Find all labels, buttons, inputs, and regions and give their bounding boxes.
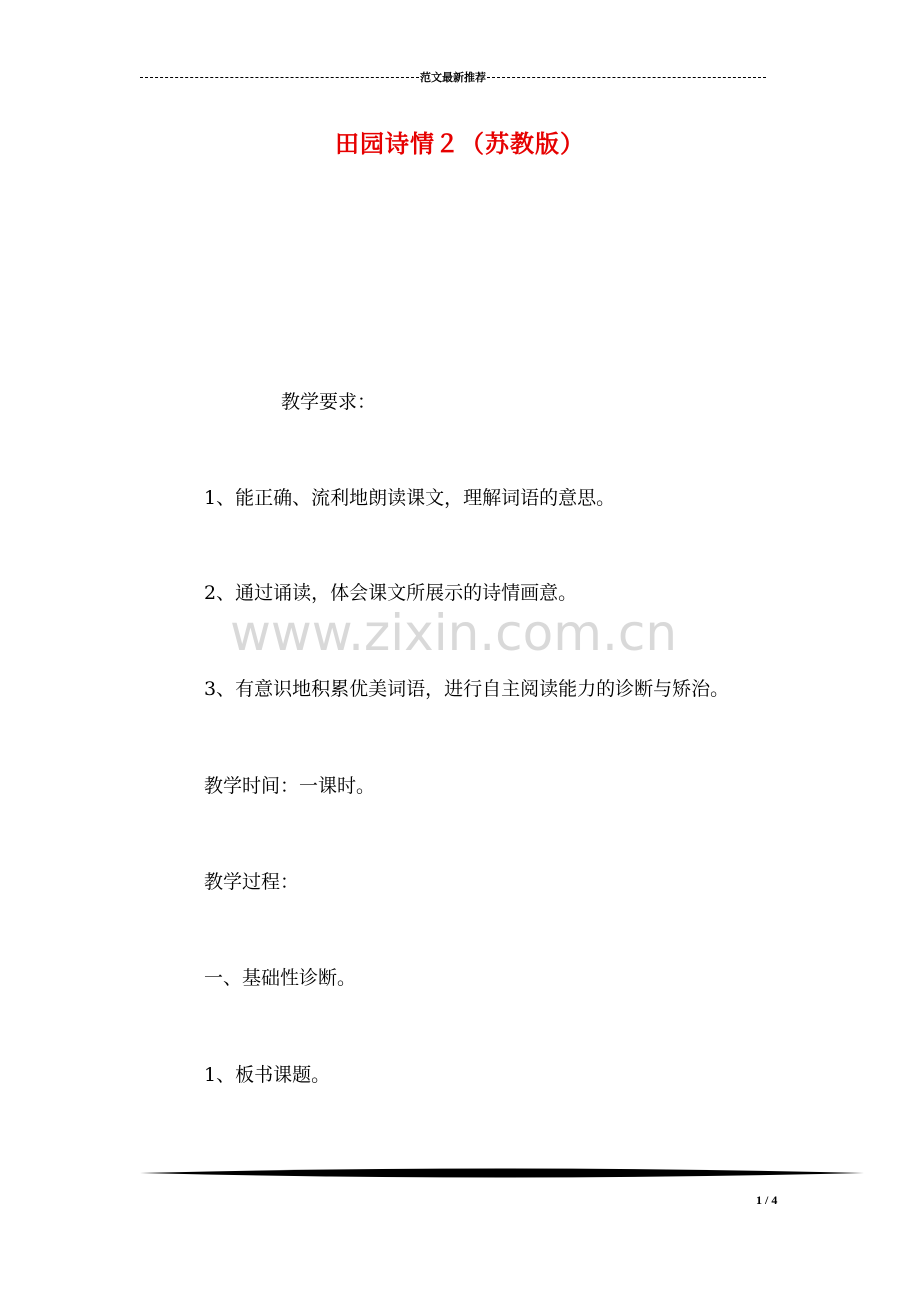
page-number: 1 / 4 <box>756 1193 778 1207</box>
watermark-text: www.zixin.com.cn <box>230 604 678 662</box>
header-label: 范文最新推荐 <box>420 71 486 84</box>
paragraph-line: 教学过程： <box>204 871 300 893</box>
document-title: 田园诗情２（苏教版） <box>335 130 585 158</box>
paragraph-line: 3、有意识地积累优美词语，进行自主阅读能力的诊断与矫治。 <box>204 678 730 700</box>
header-dashes-right <box>487 77 766 78</box>
header-dashes-left <box>140 77 419 78</box>
paragraph-line: 2、通过诵读，体会课文所展示的诗情画意。 <box>204 582 578 604</box>
paragraph-line: 1、能正确、流利地朗读课文，理解词语的意思。 <box>204 487 616 509</box>
footer-divider <box>140 1166 864 1180</box>
paragraph-line: 教学要求： <box>281 391 377 413</box>
page-header <box>140 70 766 84</box>
paragraph-line: 教学时间：一课时。 <box>204 775 376 797</box>
paragraph-line: 1、板书课题。 <box>204 1064 331 1086</box>
paragraph-line: 一、基础性诊断。 <box>204 967 357 989</box>
